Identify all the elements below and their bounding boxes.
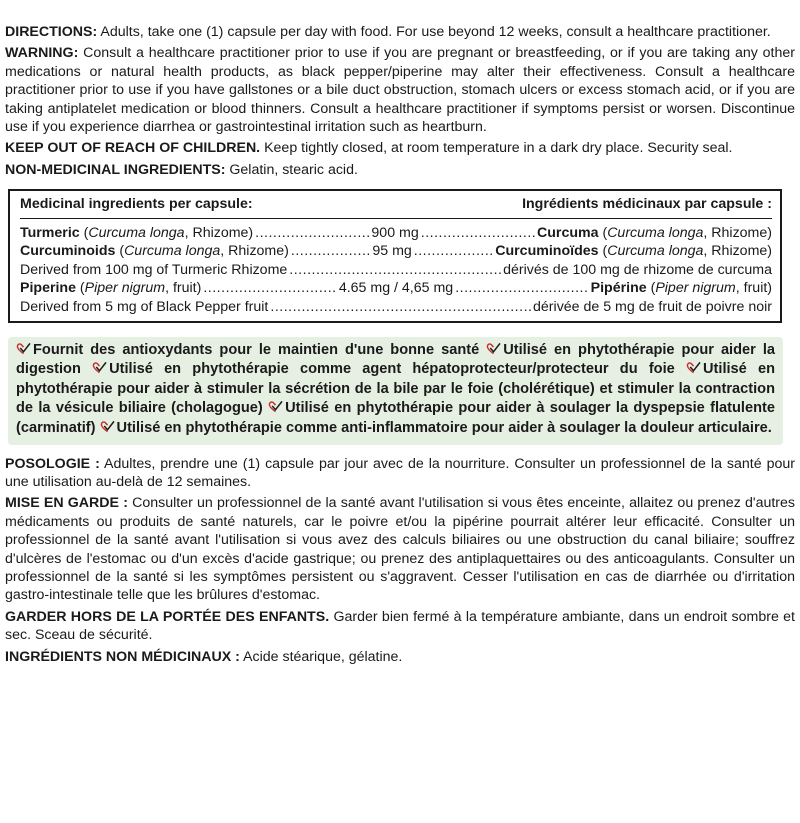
ingredient-en: Turmeric (Curcuma longa, Rhizome) <box>20 224 254 241</box>
claim-text: Utilisé en phytothérapie pour aider à stimuler la sécrétion de la bile par le foie (cholérétique) et stimuler la contraction de la vésicule biliaire (cholagogue) <box>16 361 776 417</box>
mise-en-garde-text: Consulter un professionnel de la santé avant l'utilisation si vous êtes enceinte, allaitez ou prenez d'autres médicaments ou produits de santé naturels, car le poivre et/ou la pipérine pourrait altérer leur efficacité. Consulter un professionnel de la santé avant l'utilisation si vous avez des calculs biliaires ou une obstruction du canal biliaire; souffrez d'ulcères de l'estomac ou d'un excès d'acide gastrique; ou prenez des antiplaquettaires ou des anticoagulants. Consulter un professionnel de la santé si les symptômes persistent ou s'aggravent. Cesser l'utilisation en cas de diarrhée ou d'irritation gastro-intestinale telle que les brûlures d'estomac. <box>5 495 795 604</box>
ingredient-fr: dérivés de 100 mg de rhizome de curcuma <box>503 261 772 278</box>
garder-label: GARDER HORS DE LA PORTÉE DES ENFANTS. <box>5 608 330 625</box>
directions-text: Adults, take one (1) capsule per day with food. For use beyond 12 weeks, consult a healthcare practitioner. <box>97 24 771 40</box>
claim-text: Utilisé en phytothérapie comme anti-inflammatoire pour aider à soulager la douleur articulaire. <box>116 420 772 436</box>
ingredient-fr: Pipérine (Piper nigrum, fruit) <box>590 280 773 297</box>
warning-section <box>5 44 795 136</box>
dot-leader <box>455 279 588 297</box>
warning-label: WARNING: <box>5 45 79 62</box>
claim-text: Utilisé en phytothérapie comme agent hépatoprotecteur/protecteur du foie <box>109 361 675 378</box>
dot-leader <box>291 242 370 260</box>
ingredient-row <box>20 224 772 243</box>
check-heart-icon <box>100 420 115 433</box>
dot-leader <box>414 242 493 260</box>
check-heart-icon <box>686 361 701 374</box>
garder-section <box>5 608 795 645</box>
mise-en-garde-label: MISE EN GARDE : <box>5 495 128 512</box>
check-heart-icon <box>486 342 501 355</box>
non-medicinal-text: Gelatin, stearic acid. <box>225 161 358 178</box>
claim-text: Utilisé en phytothérapie pour aider la digestion <box>16 341 775 378</box>
posologie-text: Adultes, prendre une (1) capsule par jour avec de la nourriture. Consulter un professionnel de la santé pour une utilisation au-delà de 12 semaines. <box>5 455 795 490</box>
ingredient-en: Derived from 5 mg of Black Pepper fruit <box>20 299 269 316</box>
dot-leader <box>421 224 535 242</box>
warning-text: Consult a healthcare practitioner prior to use if you are pregnant or breastfeeding, or if you are taking any other medications or natural health products, as black pepper/piperine may alter their effectiveness. Consult a healthcare practitioner prior to use if you have gallstones or a bile duct obstruction, stomach ulcers or excess stomach acid, or if you are taking antiplatelet medication or blood thinners. Consult a healthcare practitioner if symptoms persist or worsen. Discontinue use if you experience diarrhea or gastrointestinal irritation such as heartburn. <box>5 45 795 136</box>
ingredient-amount: 4.65 mg / 4,65 mg <box>338 280 454 297</box>
directions-label: DIRECTIONS: <box>5 24 98 40</box>
ingredient-fr: Curcuma (Curcuma longa, Rhizome) <box>537 224 772 241</box>
ingredients-non-med-label: INGRÉDIENTS NON MÉDICINAUX : <box>5 648 240 665</box>
label-page <box>0 23 800 823</box>
check-heart-icon <box>92 361 107 374</box>
mise-en-garde-section <box>5 494 795 604</box>
ingredient-en: Piperine (Piper nigrum, fruit) <box>20 280 202 297</box>
check-heart-icon <box>268 400 283 413</box>
ingredient-en: Derived from 100 mg of Turmeric Rhizome <box>20 261 288 278</box>
posologie-label: POSOLOGIE : <box>5 455 100 472</box>
dot-leader <box>270 298 531 316</box>
ingredient-row <box>20 298 772 317</box>
medicinal-ingredients-table <box>8 189 782 322</box>
medicinal-table-header <box>20 195 772 218</box>
check-heart-icon <box>16 342 31 355</box>
garder-text: Garder bien fermé à la température ambiante, dans un endroit sombre et sec. Sceau de sécurité. <box>5 608 795 644</box>
ingredients-non-med-text: Acide stéarique, gélatine. <box>239 648 403 665</box>
ingredient-row <box>20 279 772 298</box>
ingredients-non-med-section <box>5 648 795 666</box>
posologie-section <box>5 455 795 492</box>
dot-leader <box>203 279 336 297</box>
keep-out-section <box>5 139 795 157</box>
medicinal-table-rows <box>20 224 772 317</box>
directions-section <box>5 23 795 41</box>
non-medicinal-label: NON-MEDICINAL INGREDIENTS: <box>5 161 226 178</box>
header-fr: Ingrédients médicinaux par capsule : <box>522 196 772 213</box>
header-en: Medicinal ingredients per capsule: <box>20 196 253 213</box>
dot-leader <box>255 224 369 242</box>
keep-out-text: Keep tightly closed, at room temperature in a dark dry place. Security seal. <box>260 140 733 157</box>
claim-text: Utilisé en phytothérapie pour aider à soulager la dyspepsie flatulente (carminatif) <box>16 400 775 436</box>
dot-leader <box>289 261 501 279</box>
health-claims-box <box>8 337 783 445</box>
non-medicinal-section <box>5 161 795 179</box>
ingredient-amount: 95 mg <box>372 243 412 260</box>
ingredient-en: Curcuminoids (Curcuma longa, Rhizome) <box>20 243 289 260</box>
ingredient-fr: dérivée de 5 mg de fruit de poivre noir <box>533 299 772 316</box>
ingredient-row <box>20 242 772 261</box>
keep-out-label: KEEP OUT OF REACH OF CHILDREN. <box>5 140 261 157</box>
claim-text: Fournit des antioxydants pour le maintien d'une bonne santé <box>33 341 480 358</box>
ingredient-row <box>20 261 772 280</box>
ingredient-amount: 900 mg <box>371 224 419 241</box>
ingredient-fr: Curcuminoïdes (Curcuma longa, Rhizome) <box>495 243 773 260</box>
